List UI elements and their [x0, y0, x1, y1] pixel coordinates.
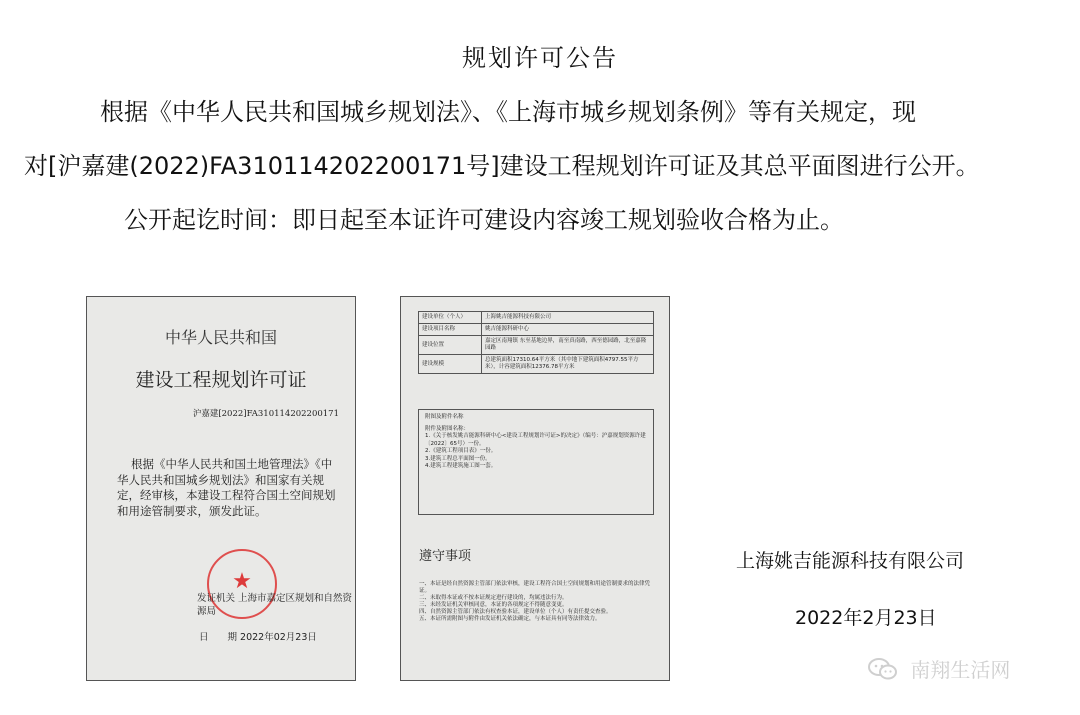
- certificate-country: 中华人民共和国: [164, 328, 277, 347]
- list-item: 4.建筑工程建筑施工图一套。: [425, 463, 497, 469]
- details-table: [418, 311, 654, 374]
- watermark-text: 南翔生活网: [910, 658, 1011, 682]
- comply-list: [419, 581, 655, 623]
- attachments-box: [418, 409, 654, 515]
- certificate-date: [199, 629, 317, 643]
- row-key: 建设单位（个人）: [419, 312, 482, 324]
- comply-title: 遵守事项: [419, 549, 472, 564]
- list-item: 三、未经发证机关审核同意，本证的各项规定不得随意变更。: [419, 602, 568, 608]
- table-row: [419, 324, 654, 336]
- table-row: [419, 336, 654, 355]
- seal-star-icon: ★: [232, 569, 252, 594]
- list-item: 1.《关于核发姚吉能源科研中心<建设工程规划许可证>的决定》（编号：沪嘉规划资源许建〔2022〕65号）一份。: [425, 433, 646, 447]
- table-row: [419, 355, 654, 374]
- certificate-number: 沪嘉建[2022]FA310114202200171: [192, 409, 339, 419]
- watermark: [868, 654, 1010, 686]
- list-item: 2.《建筑工程项目表》一份。: [425, 448, 497, 454]
- list-item: 附件及附图名称：: [425, 425, 470, 432]
- attachments-title: 附图及附件名称: [425, 414, 464, 420]
- date-value: 2022年02月23日: [240, 632, 317, 643]
- row-key: 建设项目名称: [419, 324, 482, 336]
- issuer-label: 发证机关: [197, 593, 236, 604]
- certificate-name: 建设工程规划许可证: [135, 369, 307, 391]
- notice-paragraph-2: 对[沪嘉建(2022)FA310114202200171号]建设工程规划许可证及其总平面图进行公开。: [24, 152, 980, 180]
- notice-paragraph-1: 根据《中华人民共和国城乡规划法》、《上海市城乡规划条例》等有关规定，现: [100, 98, 916, 126]
- certificate-issuer: [197, 592, 353, 618]
- row-value: 上海姚吉能源科技有限公司: [482, 312, 654, 324]
- list-item: 二、未取得本证或不按本证规定进行建设的，均属违法行为。: [419, 595, 568, 601]
- list-item: 五、本证所需附图与附件由发证机关依法确定，与本证具有同等法律效力。: [419, 616, 601, 622]
- list-item: 一、本证是经自然资源主管部门依法审核，建设工程符合国土空间规划和用途管制要求的法律凭证。: [419, 581, 651, 594]
- row-key: 建设位置: [419, 336, 482, 355]
- certificate-back: [400, 296, 670, 681]
- notice-title: 规划许可公告: [462, 44, 618, 72]
- row-key: 建设规模: [419, 355, 482, 374]
- signature-company: 上海姚吉能源科技有限公司: [736, 550, 965, 572]
- notice-paragraph-3: 公开起讫时间：即日起至本证许可建设内容竣工规划验收合格为止。: [124, 206, 844, 234]
- certificate-front: [86, 296, 356, 681]
- row-value: 总建筑面积17310.64平方米（其中地下建筑面积4797.55平方米），计容建筑面积12376.78平方米: [482, 355, 654, 374]
- signature-date: 2022年2月23日: [795, 607, 937, 629]
- row-value: 姚吉能源科研中心: [482, 324, 654, 336]
- wechat-icon: [868, 657, 898, 686]
- table-row: [419, 312, 654, 324]
- list-item: 四、自然资源主管部门依法有权查验本证，建设单位（个人）有责任提交查验。: [419, 609, 612, 615]
- date-label: 日 期: [199, 632, 238, 643]
- issuer-name: 上海市嘉定区规划和自然资源局: [197, 593, 353, 617]
- row-value: 嘉定区南翔镇 东至基地边界，南至真南路，西至德园路，北至嘉隆园路: [482, 336, 654, 355]
- list-item: 3.建筑工程总平面图一份。: [425, 455, 491, 462]
- certificate-body: 根据《中华人民共和国土地管理法》《中华人民共和国城乡规划法》和国家有关规定，经审核，本建设工程符合国土空间规划和用途管制要求，颁发此证。: [117, 457, 336, 518]
